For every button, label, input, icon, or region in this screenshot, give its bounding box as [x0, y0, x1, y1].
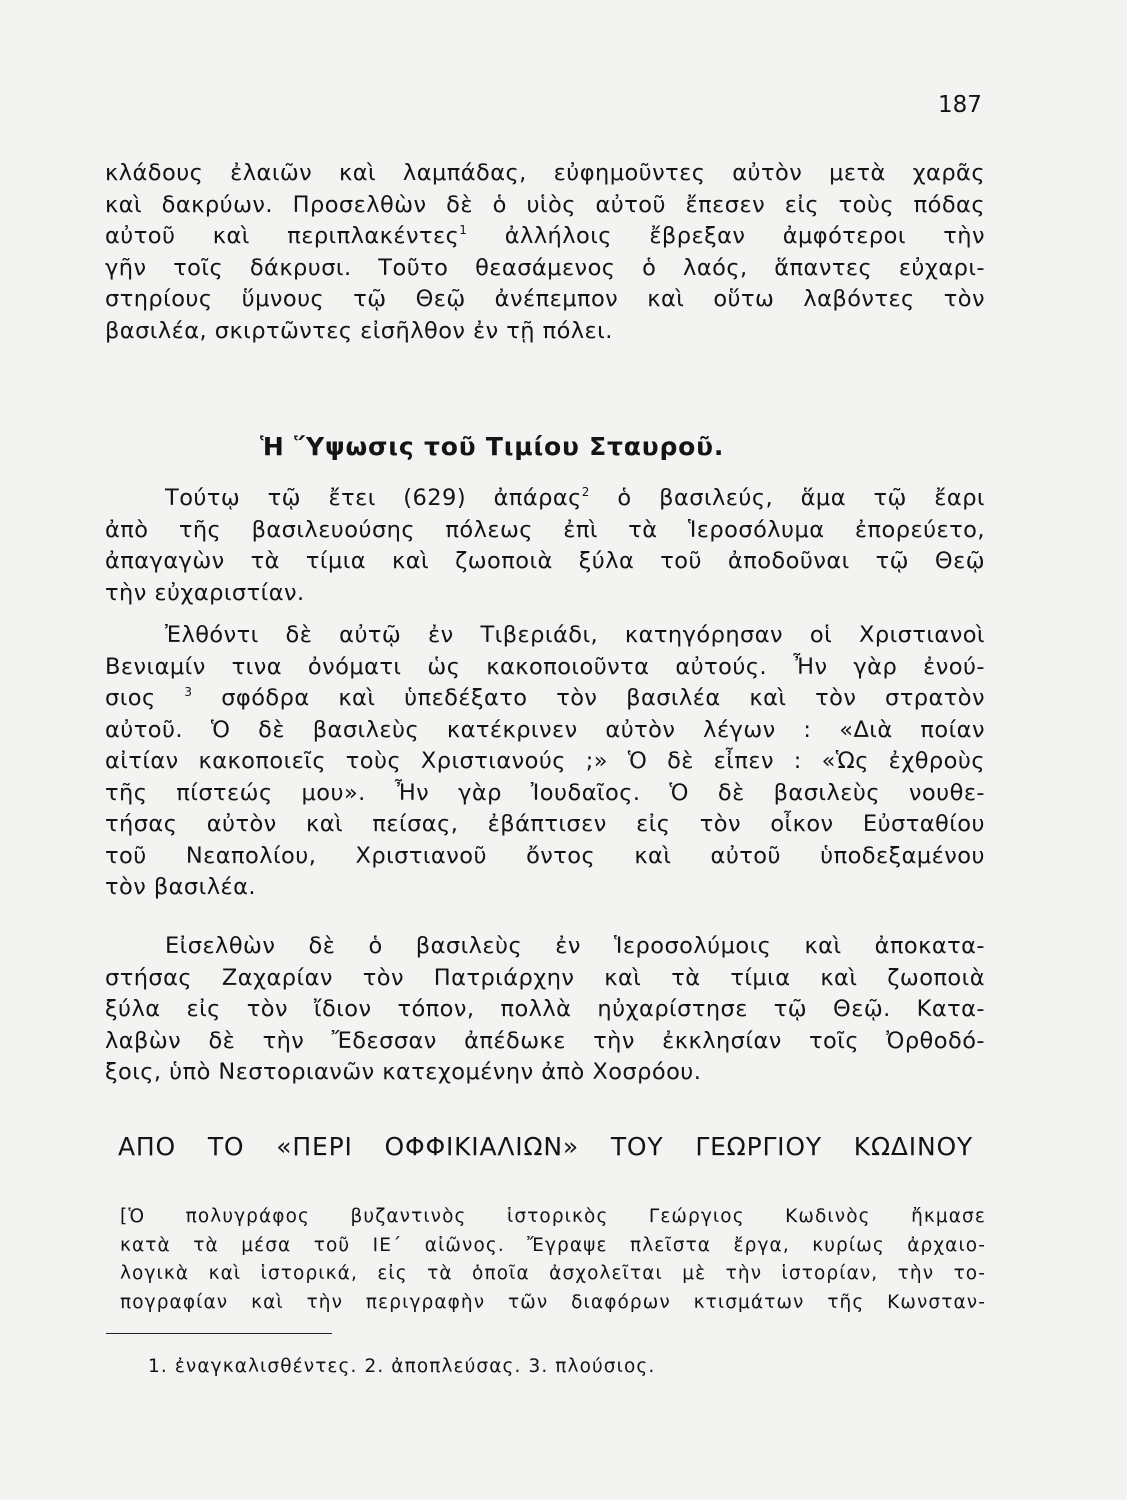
- text-segment: σφόδρα καὶ ὑπεδέξατο τὸν βασιλέα καὶ τὸν στρατὸν: [221, 685, 986, 711]
- text-line: τὴν εὐχαριστίαν.: [105, 579, 305, 606]
- text-line: γῆν τοῖς δάκρυσι. Τοῦτο θεασάμενος ὁ λαός, ἅπαντες εὐχαρι-: [105, 254, 985, 281]
- paragraph-3: [105, 620, 985, 904]
- text-line: λογικὰ καὶ ἱστορικά, εἰς τὰ ὁποῖα ἀσχολεῖται μὲ τὴν ἱστορίαν, τὴν το-: [120, 1263, 986, 1284]
- footnote-mark: 2: [581, 485, 590, 499]
- text-line: [Ὁ πολυγράφος βυζαντινὸς ἱστορικὸς Γεώργιος Κωδινὸς ἤκμασε: [120, 1206, 986, 1227]
- text-line: ἀπαγαγὼν τὰ τίμια καὶ ζωοποιὰ ξύλα τοῦ ἀποδοῦναι τῷ Θεῷ: [105, 548, 985, 574]
- text-line: Ἐλθόντι δὲ αὐτῷ ἐν Τιβεριάδι, κατηγόρησαν οἱ Χριστιανοὶ: [165, 622, 985, 648]
- text-line: τοῦ Νεαπολίου, Χριστιανοῦ ὄντος καὶ αὐτοῦ ὑποδεξαμένου: [105, 842, 985, 869]
- text-line: τῆς πίστεώς μου». Ἦν γὰρ Ἰουδαῖος. Ὁ δὲ βασιλεὺς νουθε-: [105, 779, 985, 806]
- footnote-divider: [106, 1333, 332, 1334]
- paragraph-4: [105, 931, 985, 1089]
- text-line: [105, 683, 985, 715]
- text-line: ξοις, ὑπὸ Νεστοριανῶν κατεχομένην ἀπὸ Χοσρόου.: [105, 1059, 702, 1085]
- text-line: κλάδους ἐλαιῶν καὶ λαμπάδας, εὐφημοῦντες αὐτὸν μετὰ χαρᾶς: [105, 160, 985, 186]
- section-heading: Ἡ Ὕψωσις τοῦ Τιμίου Σταυροῦ.: [260, 432, 725, 461]
- text-line: ἀπὸ τῆς βασιλευούσης πόλεως ἐπὶ τὰ Ἱεροσόλυμα ἐπορεύετο,: [105, 516, 985, 543]
- chapter-title: ΑΠΟ ΤΟ «ΠΕΡΙ ΟΦΦΙΚΙΑΛΙΩΝ» ΤΟΥ ΓΕΩΡΓΙΟΥ ΚΩΔΙΝΟΥ: [118, 1132, 973, 1161]
- text-line: πογραφίαν καὶ τὴν περιγραφὴν τῶν διαφόρων κτισμάτων τῆς Κωνσταν-: [120, 1291, 986, 1313]
- text-line: στήσας Ζαχαρίαν τὸν Πατριάρχην καὶ τὰ τίμια καὶ ζωοποιὰ: [105, 964, 985, 991]
- page-number: 187: [938, 92, 982, 118]
- footnote-mark: 3: [184, 685, 193, 699]
- text-segment: ὁ βασιλεύς, ἅμα τῷ ἔαρι: [617, 485, 985, 511]
- text-segment: ἀλλήλοις ἔβρεξαν ἀμφότεροι τὴν: [504, 223, 985, 249]
- text-line: τὸν βασιλέα.: [105, 874, 256, 900]
- text-line: αὐτοῦ. Ὁ δὲ βασιλεὺς κατέκρινεν αὐτὸν λέγων : «Διὰ ποίαν: [105, 716, 985, 743]
- text-segment: Τούτῳ τῷ ἔτει (629) ἀπάρας: [165, 485, 582, 511]
- text-line: καὶ δακρύων. Προσελθὼν δὲ ὁ υἱὸς αὐτοῦ ἔπεσεν εἰς τοὺς πόδας: [105, 191, 985, 218]
- text-segment: αὐτοῦ καὶ περιπλακέντες: [105, 223, 460, 249]
- text-line: τήσας αὐτὸν καὶ πείσας, ἐβάπτισεν εἰς τὸν οἶκον Εὐσταθίου: [105, 811, 985, 837]
- intro-paragraph: [120, 1203, 986, 1317]
- text-segment: σιος: [105, 685, 156, 711]
- text-line: κατὰ τὰ μέσα τοῦ ΙΕ΄ αἰῶνος. Ἔγραψε πλεῖστα ἔργα, κυρίως ἀρχαιο-: [120, 1234, 986, 1256]
- text-line: [105, 483, 985, 515]
- text-line: ξύλα εἰς τὸν ἴδιον τόπον, πολλὰ ηὐχαρίστησε τῷ Θεῷ. Κατα-: [105, 996, 985, 1022]
- text-line: βασιλέα, σκιρτῶντες εἰσῆλθον ἐν τῇ πόλει.: [105, 317, 613, 344]
- text-line: Βενιαμίν τινα ὀνόματι ὡς κακοποιοῦντα αὐτούς. Ἦν γὰρ ἐνού-: [105, 653, 985, 680]
- paragraph-1: [105, 158, 985, 347]
- text-line: Εἰσελθὼν δὲ ὁ βασιλεὺς ἐν Ἱεροσολύμοις καὶ ἀποκατα-: [165, 933, 985, 959]
- text-line: [105, 221, 985, 253]
- footnote-mark: 1: [459, 223, 468, 237]
- footnotes: 1. ἐναγκαλισθέντες. 2. ἀποπλεύσας. 3. πλούσιος.: [148, 1356, 656, 1377]
- text-line: αἰτίαν κακοποιεῖς τοὺς Χριστιανούς ;» Ὁ δὲ εἶπεν : «Ὡς ἐχθροὺς: [105, 748, 985, 774]
- text-line: λαβὼν δὲ τὴν Ἔδεσσαν ἀπέδωκε τὴν ἐκκλησίαν τοῖς Ὀρθοδό-: [105, 1027, 985, 1054]
- text-line: στηρίους ὕμνους τῷ Θεῷ ἀνέπεμπον καὶ οὕτω λαβόντες τὸν: [105, 286, 985, 312]
- paragraph-2: [105, 483, 985, 609]
